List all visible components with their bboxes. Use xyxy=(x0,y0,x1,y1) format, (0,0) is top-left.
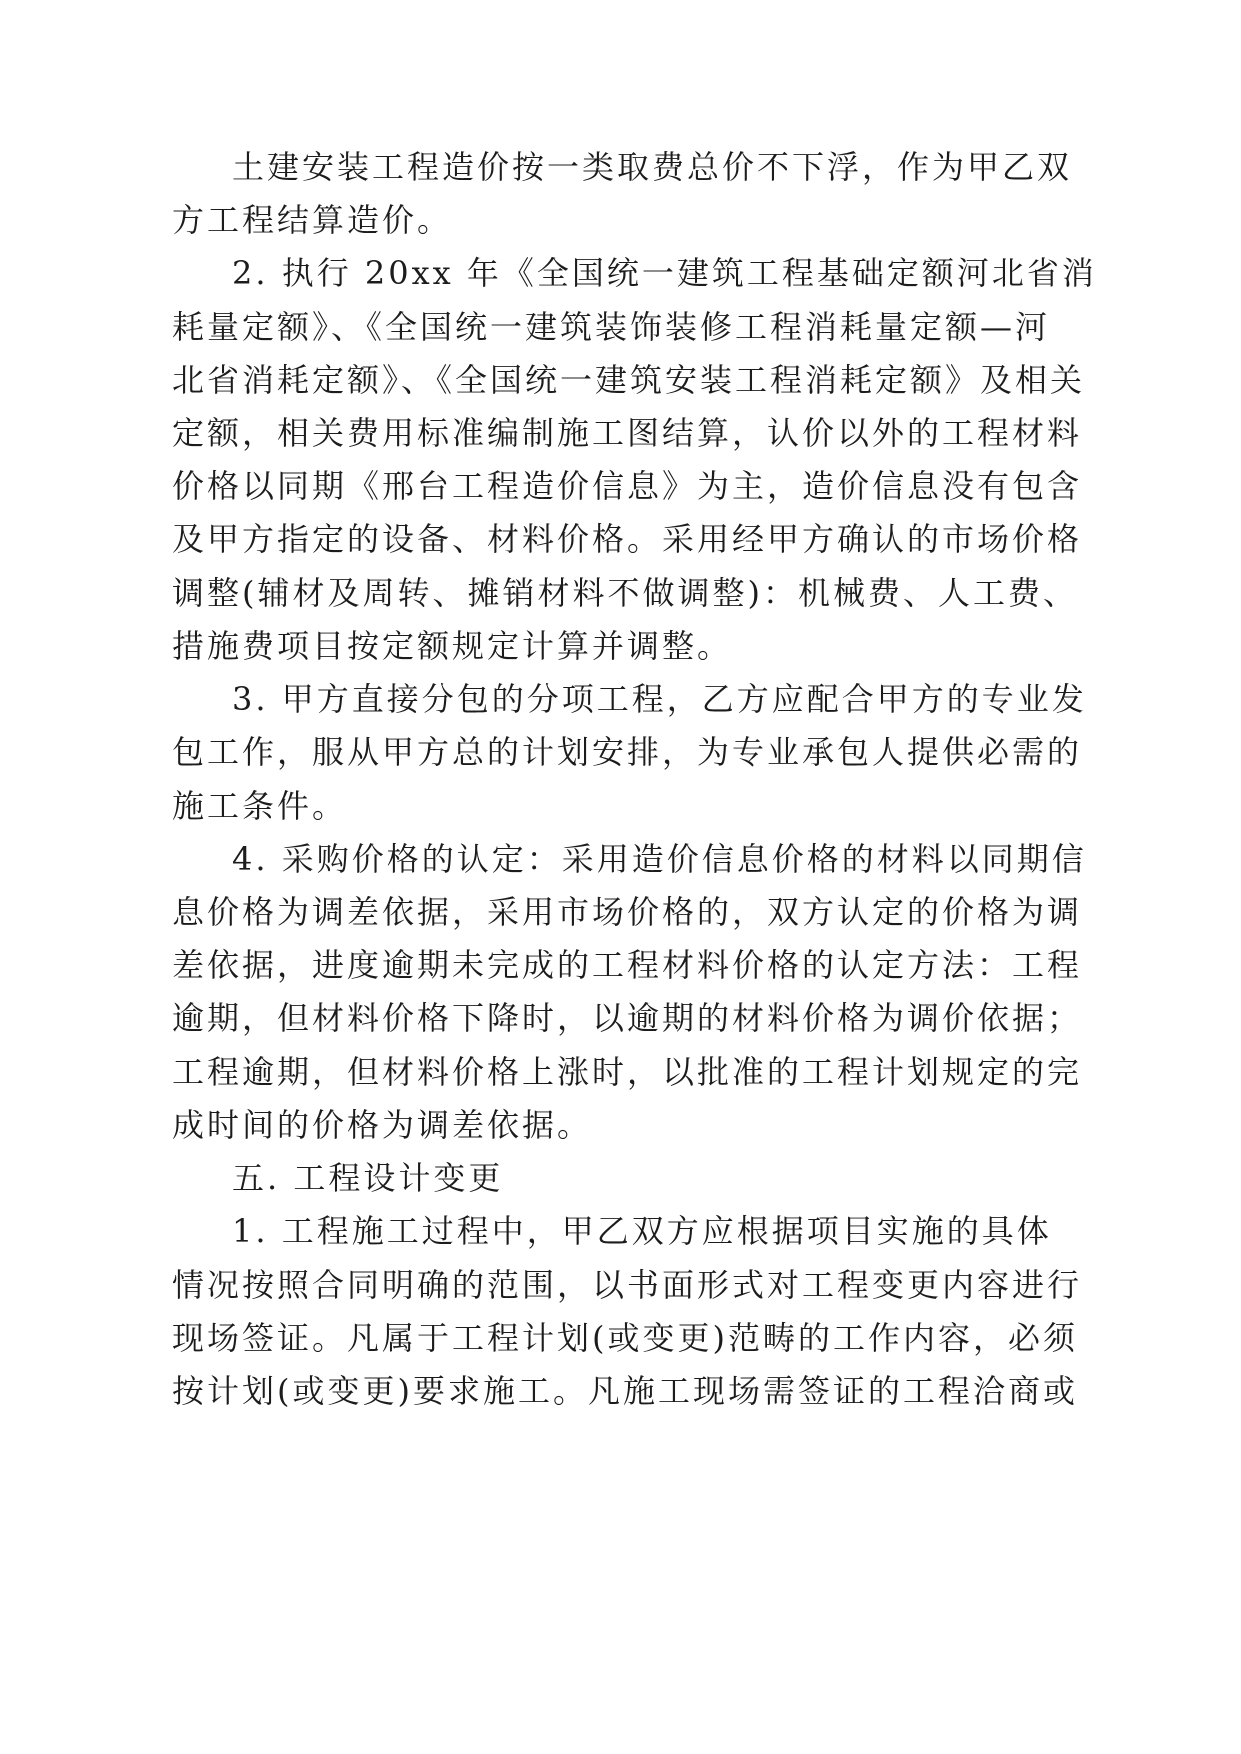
text-line: 1. 工程施工过程中，甲乙双方应根据项目实施的具体 xyxy=(232,1212,1052,1250)
text-line: 包工作，服从甲方总的计划安排，为专业承包人提供必需的 xyxy=(172,733,1083,771)
text-line: 成时间的价格为调差依据。 xyxy=(172,1106,593,1144)
text-line: 2. 执行 20xx 年《全国统一建筑工程基础定额河北省消 xyxy=(232,254,1097,292)
text-line: 耗量定额》、《全国统一建筑装饰装修工程消耗量定额—河 xyxy=(172,308,1051,346)
text-line: 及甲方指定的设备、材料价格。采用经甲方确认的市场价格 xyxy=(172,520,1083,558)
text-line: 价格以同期《邢台工程造价信息》为主，造价信息没有包含 xyxy=(172,467,1083,505)
text-line: 措施费项目按定额规定计算并调整。 xyxy=(172,627,733,665)
text-line: 工程逾期，但材料价格上涨时，以批准的工程计划规定的完 xyxy=(172,1053,1083,1091)
text-line: 4. 采购价格的认定：采用造价信息价格的材料以同期信 xyxy=(232,840,1087,878)
text-line: 按计划(或变更)要求施工。凡施工现场需签证的工程洽商或 xyxy=(172,1372,1078,1410)
text-line: 3. 甲方直接分包的分项工程，乙方应配合甲方的专业发 xyxy=(232,680,1087,718)
text-line: 逾期，但材料价格下降时，以逾期的材料价格为调价依据； xyxy=(172,999,1083,1037)
text-line: 情况按照合同明确的范围，以书面形式对工程变更内容进行 xyxy=(172,1266,1083,1304)
text-line: 方工程结算造价。 xyxy=(172,201,453,239)
text-line: 北省消耗定额》、《全国统一建筑安装工程消耗定额》及相关 xyxy=(172,361,1086,399)
text-line: 土建安装工程造价按一类取费总价不下浮，作为甲乙双 xyxy=(232,148,1073,186)
text-line: 息价格为调差依据，采用市场价格的，双方认定的价格为调 xyxy=(172,893,1083,931)
text-line: 现场签证。凡属于工程计划(或变更)范畴的工作内容，必须 xyxy=(172,1319,1078,1357)
text-line: 调整(辅材及周转、摊销材料不做调整)：机械费、人工费、 xyxy=(172,574,1078,612)
section-heading: 五. 工程设计变更 xyxy=(232,1159,504,1197)
text-line: 施工条件。 xyxy=(172,787,348,825)
text-line: 差依据，进度逾期未完成的工程材料价格的认定方法：工程 xyxy=(172,946,1083,984)
text-line: 定额，相关费用标准编制施工图结算，认价以外的工程材料 xyxy=(172,414,1083,452)
